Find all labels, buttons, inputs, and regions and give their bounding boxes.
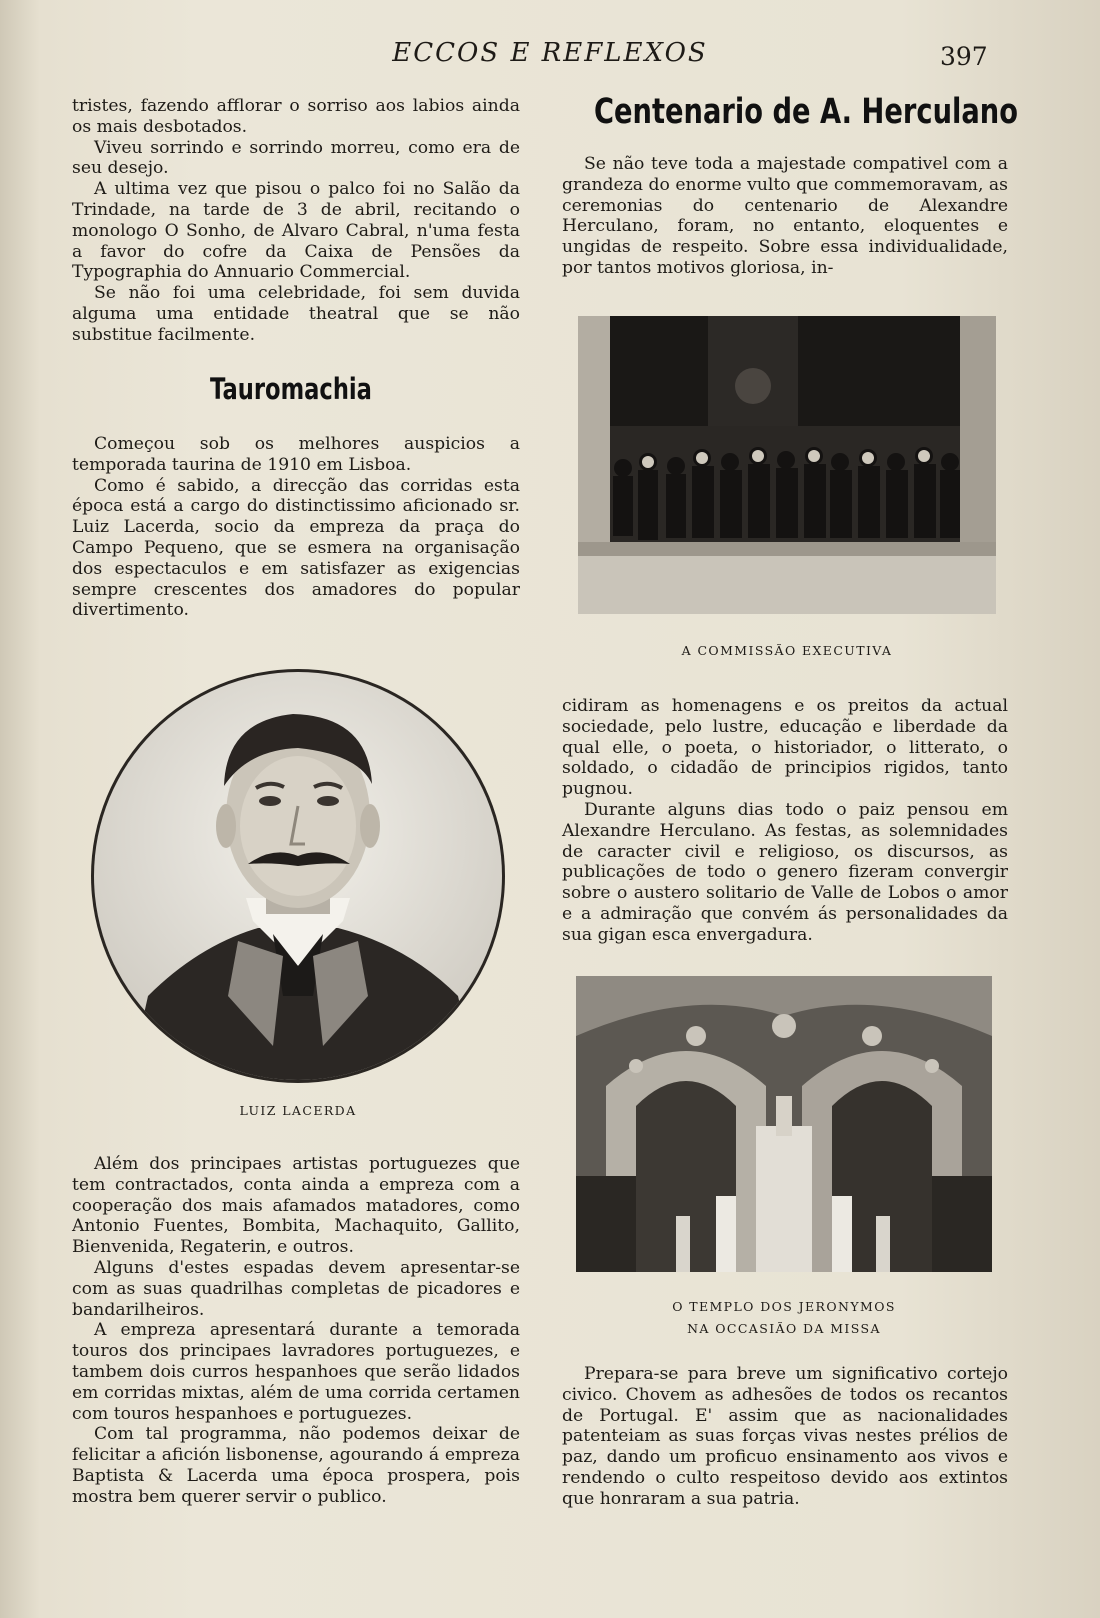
committee-photo-caption: A COMMISSÃO EXECUTIVA: [681, 643, 893, 658]
paragraph: cidiram as homenagens e os preitos da actual sociedade, pelo lustre, educação e liberdade da qual elle, o poeta, o historiador, o litterato, o soldado, o cidadão de principios rigidos, tanto pugnou.: [562, 696, 1008, 800]
paragraph: Se não foi uma celebridade, foi sem duvida alguma uma entidade theatral que se não substitue facilmente.: [72, 283, 520, 345]
caption-line: O TEMPLO DOS JERONYMOS: [672, 1299, 896, 1314]
portrait-caption: LUIZ LACERDA: [239, 1103, 357, 1118]
tauromachia-heading: Tauromachia: [210, 372, 372, 406]
jeronymos-photo-caption: [576, 1296, 992, 1340]
paragraph: A empreza apresentará durante a temorada touros dos principaes lavradores portuguezes, e tambem dois curros hespanhoes que serão lidados em corridas mixtas, além de uma corrida certamen com touros hespanhoes e portuguezes.: [72, 1320, 520, 1424]
running-title: ECCOS E REFLEXOS: [392, 38, 708, 68]
paragraph: Além dos principaes artistas portuguezes que tem contractados, conta ainda a empreza com a cooperação dos mais afamados matadores, como Antonio Fuentes, Bombita, Machaquito, Gallito, Bienvenida, Regaterin, e outros.: [72, 1154, 520, 1258]
portrait-photo: [88, 666, 508, 1086]
paragraph: Viveu sorrindo e sorrindo morreu, como era de seu desejo.: [72, 137, 520, 179]
herculano-middle-text: [562, 696, 1008, 946]
paragraph: Prepara-se para breve um significativo cortejo civico. Chovem as adhesões de todos os recantos de Portugal. E' assim que as nacionalidades patenteiam as suas forças vivas nestes prélios de paz, dando um proficuo ensinamento aos vivos e rendendo o culto respeitoso devido aos extintos que honraram a sua patria.: [562, 1364, 1008, 1509]
left-closing-text: [72, 1154, 520, 1508]
paragraph: Durante alguns dias todo o paiz pensou em Alexandre Herculano. As festas, as solemnidades de caracter civil e religioso, os discursos, as publicações de todo o genero fizeram convergir sobre o austero solitario de Valle de Lobos o amor e a admiração que convém ás personalidades da sua gigan esca envergadura.: [562, 799, 1008, 945]
paragraph: A ultima vez que pisou o palco foi no Salão da Trindade, na tarde de 3 de abril, recitando o monologo O Sonho, de Alvaro Cabral, n'uma festa a favor do cofre da Caixa de Pensões da Typographia do Annuario Commercial.: [72, 179, 520, 283]
jeronymos-photo: [576, 976, 992, 1272]
paragraph: Alguns d'estes espadas devem apresentar-se com as suas quadrilhas completas de picadores e bandarilheiros.: [72, 1257, 520, 1320]
page-number: 397: [940, 42, 988, 71]
herculano-closing-text: [562, 1364, 1008, 1510]
herculano-intro-text: [562, 154, 1008, 279]
paragraph: tristes, fazendo afflorar o sorriso aos labios ainda os mais desbotados.: [72, 96, 520, 137]
tauromachia-text: [72, 434, 520, 621]
left-intro-text: [72, 96, 520, 346]
paragraph: Começou sob os melhores auspicios a temporada taurina de 1910 em Lisboa.: [72, 434, 520, 475]
committee-photo: [578, 316, 996, 614]
paragraph: Como é sabido, a direcção das corridas esta época está a cargo do distinctissimo aficionado sr. Luiz Lacerda, socio da empreza da praça do Campo Pequeno, que se esmera na organisação dos espectaculos e em satisfazer as exigencias sempre crescentes dos amadores do popular divertimento.: [72, 475, 520, 621]
caption-line: NA OCCASIÃO DA MISSA: [687, 1321, 881, 1336]
paragraph: Se não teve toda a majestade compativel com a grandeza do enorme vulto que commemoravam, as ceremonias do centenario de Alexandre Herculano, foram, no entanto, eloquentes e ungidas de respeito. Sobre essa individualidade, por tantos motivos gloriosa, in-: [562, 154, 1008, 278]
paragraph: Com tal programma, não podemos deixar de felicitar a afición lisbonense, agourando á empreza Baptista & Lacerda uma época prospera, pois mostra bem querer servir o publico.: [72, 1424, 520, 1507]
herculano-heading: Centenario de A. Herculano: [594, 92, 1018, 132]
